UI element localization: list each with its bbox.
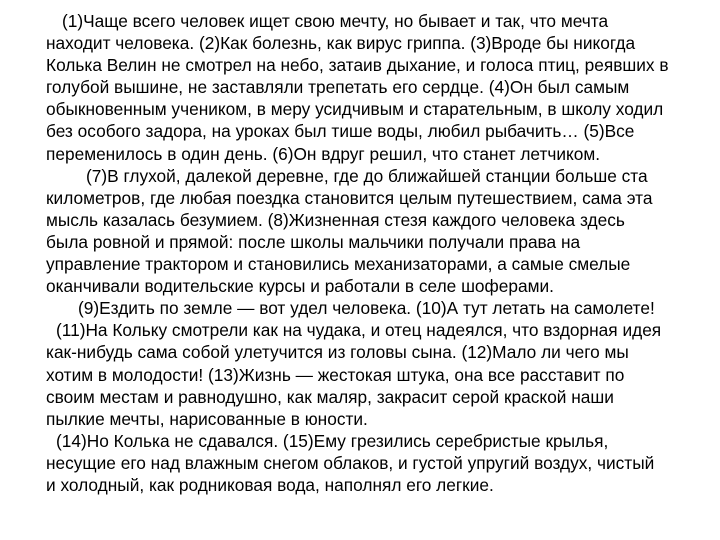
text-line: (7)В глухой, далекой деревне, где до ближайшей станции больше ста <box>86 165 648 186</box>
text-line: Колька Велин не смотрел на небо, затаив дыхание, и голоса птиц, реявших в <box>46 55 669 76</box>
text-line: без особого задора, на уроках был тише воды, любил рыбачить… (5)Все <box>46 121 635 142</box>
text-line: как-нибудь сама собой улетучится из головы сына. (12)Мало ли чего мы <box>46 342 629 363</box>
text-line: находит человека. (2)Как болезнь, как вирус гриппа. (3)Вроде бы никогда <box>46 33 636 54</box>
text-line: (1)Чаще всего человек ищет свою мечту, но бывает и так, что мечта <box>62 11 609 31</box>
text-line: голубой вышине, не заставляли трепетать его сердце. (4)Он был самым <box>46 77 630 98</box>
text-line: хотим в молодости! (13)Жизнь — жестокая штука, она все расставит по <box>46 364 625 385</box>
text-line: (11)На Кольку смотрели как на чудака, и отец надеялся, что вздорная идея <box>56 320 662 341</box>
text-line: (14)Но Колька не сдавался. (15)Ему грезились серебристые крылья, <box>56 430 609 451</box>
text-line: мысль казалась безумием. (8)Жизненная стезя каждого человека здесь <box>46 209 625 230</box>
text-line: несущие его над влажным снегом облаков, и густой упругий воздух, чистый <box>46 452 655 473</box>
text-line: управление трактором и становились механизаторами, а самые смелые <box>46 254 631 275</box>
text-line: обыкновенным учеником, в меру усидчивым и старательным, в школу ходил <box>46 99 664 120</box>
text-line: пылкие мечты, нарисованные в юности. <box>46 408 368 429</box>
text-line: километров, где любая поездка становится целым путешествием, сама эта <box>46 187 653 208</box>
text-line: переменилось в один день. (6)Он вдруг решил, что станет летчиком. <box>46 143 601 164</box>
text-line: (9)Ездить по земле — вот удел человека. (10)А тут летать на самолете! <box>78 298 655 319</box>
text-line: своим местам и равнодушно, как маляр, закрасит серой краской наши <box>46 386 614 407</box>
text-line: была ровной и прямой: после школы мальчики получали права на <box>46 231 581 252</box>
story-text <box>46 10 702 496</box>
text-line: оканчивали водительские курсы и работали в селе шоферами. <box>46 276 554 297</box>
text-line: и холодный, как родниковая вода, наполнял его легкие. <box>46 474 494 495</box>
